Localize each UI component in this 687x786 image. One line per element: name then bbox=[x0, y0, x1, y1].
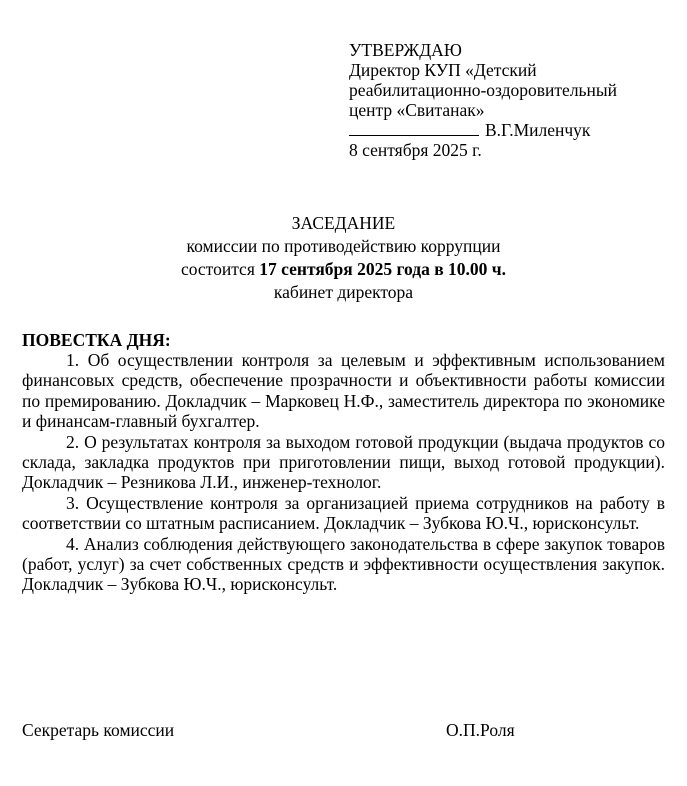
approval-title: УТВЕРЖДАЮ bbox=[349, 40, 462, 60]
meeting-when-prefix: состоится bbox=[180, 259, 260, 279]
meeting-title: ЗАСЕДАНИЕ bbox=[291, 213, 396, 233]
signature-line bbox=[349, 120, 479, 136]
meeting-heading bbox=[0, 212, 687, 304]
approval-signatory: В.Г.Миленчук bbox=[485, 120, 591, 140]
approval-position-line-3: центр «Свитанак» bbox=[349, 100, 485, 120]
meeting-datetime: 17 сентября 2025 года в 10.00 ч. bbox=[259, 259, 507, 279]
approval-signature-row bbox=[349, 120, 669, 140]
approval-position-line-1: Директор КУП «Детский bbox=[349, 60, 537, 80]
approval-block bbox=[349, 40, 669, 160]
agenda-title: ПОВЕСТКА ДНЯ: bbox=[22, 330, 171, 350]
agenda-item: 4. Анализ соблюдения действующего законодательства в сфере закупок товаров (работ, услуг) за счет собственных средств и эффективности осуществления закупок. Докладчик – Зубкова Ю.Ч., юрисконсульт. bbox=[22, 533, 665, 595]
secretary-name: О.П.Роля bbox=[446, 720, 515, 740]
agenda-list bbox=[22, 350, 665, 595]
meeting-place: кабинет директора bbox=[273, 282, 414, 302]
meeting-subtitle: комиссии по противодействию коррупции bbox=[186, 236, 501, 256]
approval-date: 8 сентября 2025 г. bbox=[349, 140, 482, 160]
approval-position-line-2: реабилитационно-оздоровительный bbox=[349, 80, 618, 100]
agenda-item: 3. Осуществление контроля за организацией приема сотрудников на работу в соответствии со штатным расписанием. Докладчик – Зубкова Ю.Ч., юрисконсульт. bbox=[22, 492, 665, 534]
agenda-item: 2. О результатах контроля за выходом готовой продукции (выдача продуктов со склада, закладка продуктов при приготовлении пищи, выход готовой продукции). Докладчик – Резникова Л.И., инженер-технолог. bbox=[22, 431, 665, 493]
agenda-item: 1. Об осуществлении контроля за целевым и эффективным использованием финансовых средств, обеспечение прозрачности и объективности работы комиссии по премированию. Докладчик – Марковец Н.Ф., заместитель директора по экономике и финансам-главный бухгалтер. bbox=[22, 350, 665, 432]
meeting-when bbox=[0, 258, 687, 281]
secretary-role: Секретарь комиссии bbox=[22, 720, 175, 740]
